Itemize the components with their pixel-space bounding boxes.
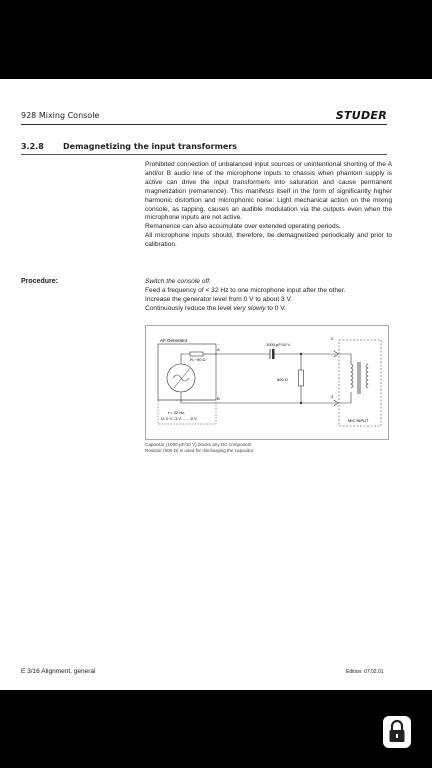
brand-logo: STUDER: [335, 109, 387, 122]
mic-input-label: MIC INPUT: [348, 418, 369, 423]
transformer-primary: [351, 364, 353, 388]
discharge-resistor: [299, 370, 304, 386]
procedure-step: Feed a frequency of < 32 Hz to one microphone input after the other.: [145, 286, 346, 294]
internal-resistor: [190, 352, 203, 356]
capacitor-label: 1000 µF/10 V: [266, 342, 291, 347]
paragraph: Prohibited connection of unbalanced input sources or unintentional shorting of the A and/or B audio line of the microphone inputs to chassis when phantom supply is active can drive the input transformers into saturation and cause permanent magnetization (remanence). This manifests itself in the form of significantly higher harmonic distortion and microphonic noise: Light mechanical action on the mixing console, as tapping, causes an audible modulation via the outputs even when the microphone inputs are not active.: [145, 161, 392, 222]
freq-label: f < 32 Hz,: [168, 410, 186, 415]
node-a-label: A: [217, 347, 220, 352]
circuit-diagram: [145, 325, 389, 440]
caption: Resistor (600 Ω) is used for discharging the capacitor: [145, 448, 254, 454]
capacitor-plate: [272, 349, 275, 359]
variable-arrow: [174, 368, 190, 388]
circuit-svg: [146, 326, 388, 439]
procedure-step: Switch the console off.: [145, 278, 211, 285]
footer-edition: Edition: 07.02.01: [346, 669, 384, 675]
transformer-secondary: [366, 364, 368, 388]
level-label: U: 0 V...3 V.........0 V: [161, 416, 197, 421]
header-divider: [21, 124, 387, 125]
node-b-label: B: [217, 396, 220, 401]
sine-wave: [173, 375, 189, 381]
diagram-captions: [145, 442, 253, 454]
caption: Capacitor (1000 µF/10 V) blocks any DC component: [145, 442, 252, 447]
procedure-step: Increase the generator level from 0 V to about 3 V.: [145, 295, 293, 303]
section-divider: [21, 154, 387, 155]
r600-label: 600 Ω: [277, 377, 288, 382]
pin3-label: 3: [331, 394, 334, 399]
body-text: [145, 161, 392, 250]
procedure-step: Continuously reduce the level very slowly to 0 V.: [145, 304, 286, 312]
footer-page-ref: E 3/16 Alignment, general: [21, 668, 96, 675]
header-title: 928 Mixing Console: [21, 111, 100, 120]
resistor-label: Rᵢ ~50 Ω: [190, 357, 206, 362]
paragraph: Remanence can also accumulate over extended operating periods.: [145, 223, 341, 231]
pin2-label: 2: [331, 336, 334, 341]
paragraph: All microphone inputs should, therefore, be demagnetized periodically and prior to calibration.: [145, 232, 392, 249]
procedure-steps: [145, 278, 395, 314]
lock-icon: [383, 716, 411, 748]
section-title: Demagnetizing the input transformers: [63, 142, 238, 151]
document-page: [0, 79, 432, 690]
lock-button[interactable]: [383, 716, 411, 748]
generator-label: AF Generator: [160, 338, 188, 343]
section-number: 3.2.8: [21, 142, 44, 151]
procedure-label: Procedure:: [21, 278, 58, 285]
